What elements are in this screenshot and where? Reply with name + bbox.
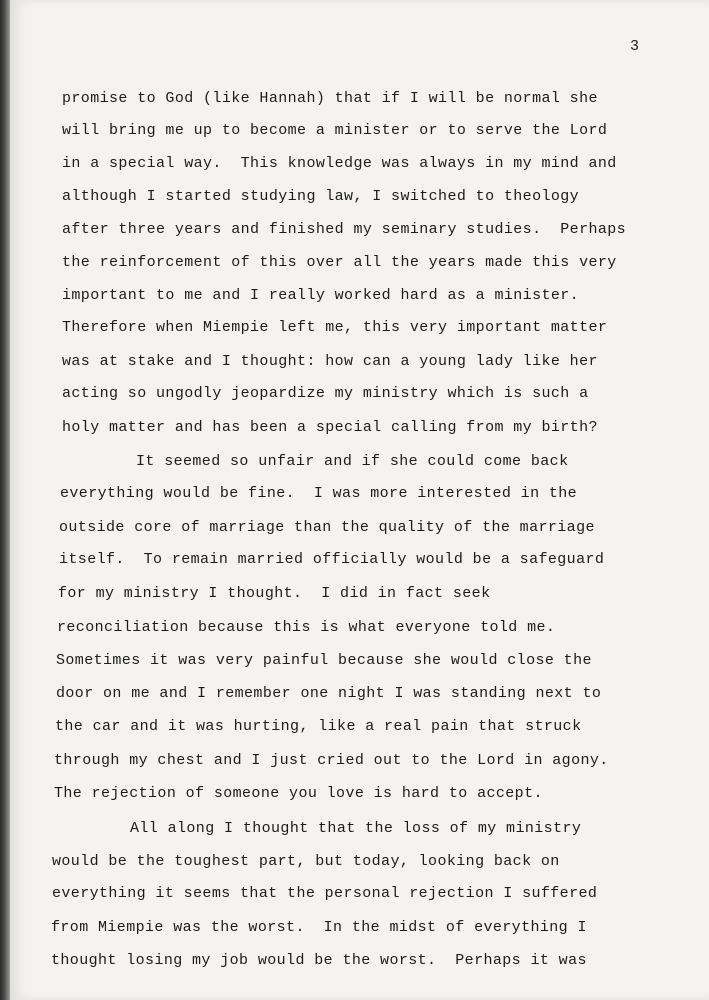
text-line-23: All along I thought that the loss of my ministry bbox=[130, 820, 582, 837]
text-line-7: important to me and I really worked hard as a minister. bbox=[62, 287, 580, 304]
text-line-17: reconciliation because this is what everyone told me. bbox=[57, 619, 556, 636]
text-line-12: It seemed so unfair and if she could come back bbox=[136, 453, 569, 470]
text-line-2: will bring me up to become a minister or to serve the Lord bbox=[62, 122, 608, 139]
text-line-4: although I started studying law, I switched to theology bbox=[62, 188, 580, 205]
text-line-19: door on me and I remember one night I was standing next to bbox=[56, 685, 602, 702]
text-line-25: everything it seems that the personal rejection I suffered bbox=[52, 885, 598, 902]
text-line-20: the car and it was hurting, like a real pain that struck bbox=[55, 718, 582, 735]
text-line-6: the reinforcement of this over all the years made this very bbox=[62, 254, 617, 271]
text-line-5: after three years and finished my seminary studies. Perhaps bbox=[62, 221, 627, 238]
text-line-10: acting so ungodly jeopardize my ministry which is such a bbox=[62, 385, 589, 402]
text-line-11: holy matter and has been a special calling from my birth? bbox=[62, 419, 598, 436]
text-line-14: outside core of marriage than the quality of the marriage bbox=[59, 519, 595, 536]
text-line-1: promise to God (like Hannah) that if I will be normal she bbox=[62, 90, 598, 107]
text-line-26: from Miempie was the worst. In the midst of everything I bbox=[51, 919, 587, 936]
text-line-8: Therefore when Miempie left me, this very important matter bbox=[62, 319, 608, 336]
text-line-16: for my ministry I thought. I did in fact seek bbox=[58, 585, 491, 602]
text-line-13: everything would be fine. I was more interested in the bbox=[60, 485, 578, 502]
text-line-22: The rejection of someone you love is hard to accept. bbox=[54, 785, 543, 802]
book-spine-shadow bbox=[0, 0, 10, 1000]
text-line-9: was at stake and I thought: how can a young lady like her bbox=[62, 353, 598, 370]
page-number: 3 bbox=[630, 38, 640, 55]
text-line-27: thought losing my job would be the worst. Perhaps it was bbox=[51, 952, 587, 969]
text-line-21: through my chest and I just cried out to the Lord in agony. bbox=[54, 752, 609, 769]
text-line-15: itself. To remain married officially would be a safeguard bbox=[59, 551, 605, 568]
text-line-18: Sometimes it was very painful because she would close the bbox=[56, 652, 592, 669]
text-line-3: in a special way. This knowledge was always in my mind and bbox=[62, 155, 617, 172]
text-line-24: would be the toughest part, but today, looking back on bbox=[52, 853, 560, 870]
